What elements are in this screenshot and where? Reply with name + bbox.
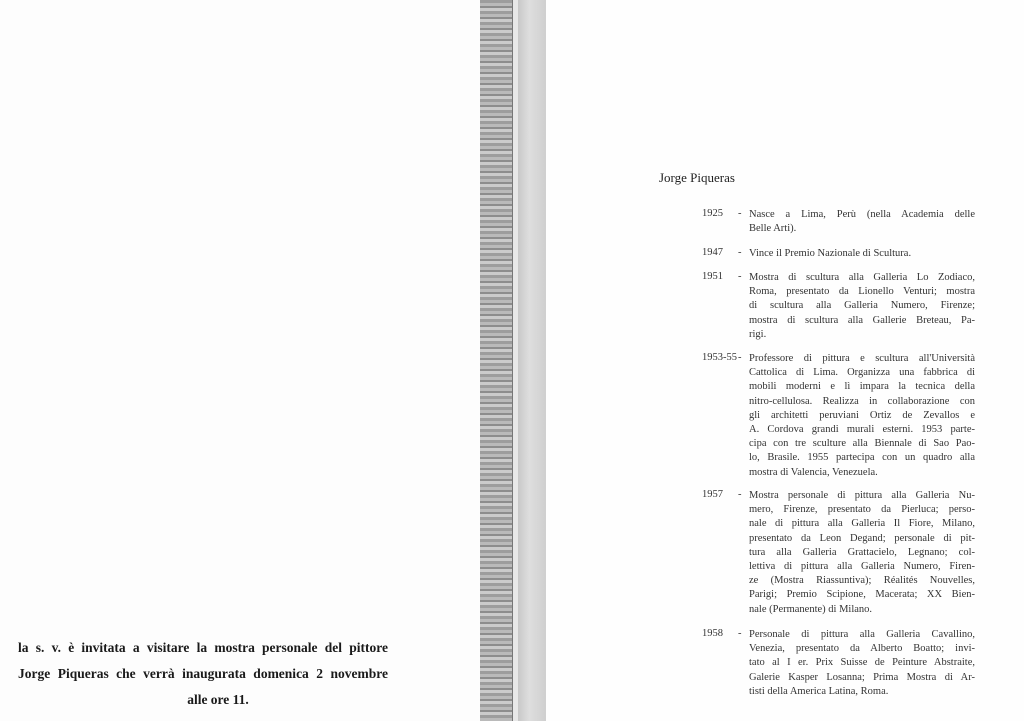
entry-text	[749, 247, 975, 261]
entry-dash: -	[738, 208, 742, 219]
entry-line: tato al I er. Prix Suisse de Peinture Abstraite,	[749, 657, 975, 669]
entry-line: nitro-cellulosa. Realizza in collaborazione con	[749, 395, 975, 407]
entry-line: gli architetti peruviani Ortiz de Zevallos e	[749, 409, 975, 421]
entry-line: rigi.	[749, 328, 767, 340]
entry-dash: -	[738, 628, 742, 639]
entry-line: A. Cordova grandi murali esterni. 1953 parte-	[749, 423, 975, 435]
biography-entry	[702, 271, 975, 342]
entry-line: Galerie Kasper Losanna; Prima Mostra di Ar-	[749, 671, 975, 683]
entry-line: Venezia, presentato da Alberto Boatto; invi-	[749, 643, 975, 655]
entry-text	[749, 352, 975, 480]
biography-entry	[702, 489, 975, 617]
left-page	[0, 0, 480, 721]
entry-dash: -	[738, 489, 742, 500]
entry-line: mostra di Valencia, Venezuela.	[749, 466, 878, 478]
entry-line: nale di pittura alla Galleria Il Fiore, Milano,	[749, 518, 975, 530]
entry-line: Personale di pittura alla Galleria Cavallino,	[749, 629, 975, 640]
entry-line: Vince il Premio Nazionale di Scultura.	[749, 248, 912, 259]
entry-line: tura alla Galleria Grattacielo, Legnano; col-	[749, 546, 975, 558]
entry-line: Roma, presentato da Lionello Venturi; mostra	[749, 286, 975, 298]
entry-dash: -	[738, 352, 742, 363]
entry-line: Mostra personale di pittura alla Galleria Nu-	[749, 490, 975, 501]
entry-line: nale (Permanente) di Milano.	[749, 603, 873, 615]
entry-dash: -	[738, 247, 742, 258]
entry-text	[749, 208, 975, 236]
entry-line: Mostra di scultura alla Galleria Lo Zodiaco,	[749, 272, 975, 283]
entry-line: Nasce a Lima, Perù (nella Academia delle	[749, 209, 975, 220]
entry-line: tisti della America Latina, Roma.	[749, 685, 889, 697]
entry-line: presentato da Leon Degand; personale di pit-	[749, 532, 975, 544]
biography-entry	[702, 208, 975, 236]
spine-edge	[518, 0, 547, 721]
entry-year: 1957	[702, 489, 723, 500]
entry-line: mobili moderni e lì impara la tecnica della	[749, 381, 975, 393]
invitation-line: alle ore 11.	[187, 692, 249, 707]
entry-line: lo, Brasile. 1955 partecipa con un quadro alla	[749, 452, 975, 464]
entry-line: mero, Firenze, presentato da Pierluca; perso-	[749, 504, 975, 516]
entry-text	[749, 271, 975, 342]
biography-entry	[702, 352, 975, 480]
entry-line: Professore di pittura e scultura all'Università	[749, 353, 975, 364]
entry-text	[749, 489, 975, 617]
invitation-text	[18, 638, 388, 716]
entry-line: Cattolica di Lima. Organizza una fabbrica di	[749, 367, 975, 379]
invitation-line: Jorge Piqueras che verrà inaugurata domenica 2 novembre	[18, 666, 388, 681]
entry-line: cipa con tre sculture alla Biennale di Sao Pao-	[749, 438, 975, 450]
biography-entry	[702, 628, 975, 699]
entry-text	[749, 628, 975, 699]
entry-line: di scultura alla Galleria Numero, Firenze;	[749, 300, 975, 312]
entry-year: 1958	[702, 628, 723, 639]
entry-line: ze (Mostra Riassuntiva); Réalités Nouvelles,	[749, 575, 975, 587]
entry-line: Parigi; Premio Scipione, Macerata; XX Bien-	[749, 589, 975, 601]
book-spine	[480, 0, 514, 721]
invitation-line: la s. v. è invitata a visitare la mostra personale del pittore	[18, 640, 388, 655]
entry-year: 1953-55	[702, 352, 737, 363]
entry-year: 1947	[702, 247, 723, 258]
entry-line: lettiva di pittura alla Galleria Numero, Firen-	[749, 560, 975, 572]
biography-title: Jorge Piqueras	[659, 170, 735, 185]
entry-dash: -	[738, 271, 742, 282]
biography-entry	[702, 247, 975, 261]
entry-year: 1925	[702, 208, 723, 219]
entry-line: mostra di scultura alla Gallerie Breteau, Pa-	[749, 314, 975, 326]
entry-year: 1951	[702, 271, 723, 282]
entry-line: Belle Arti).	[749, 223, 797, 235]
